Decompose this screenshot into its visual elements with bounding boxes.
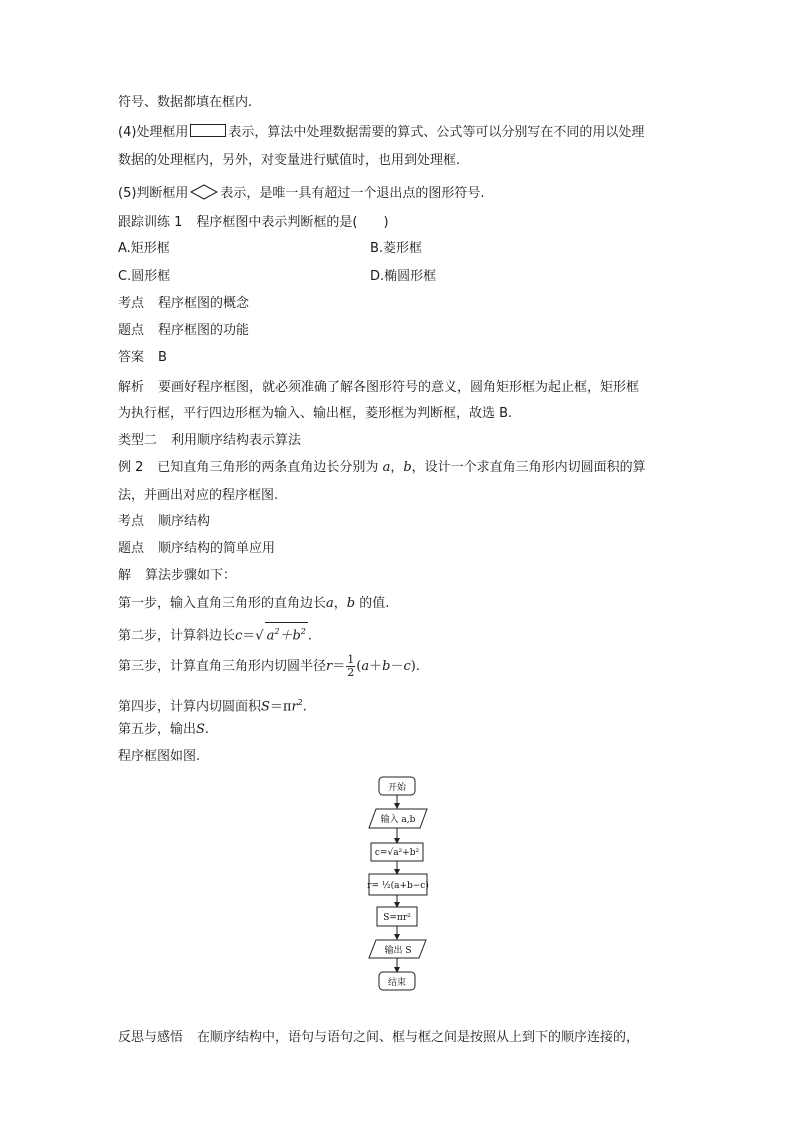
- example-cont: 法，并画出对应的程序框图.: [118, 488, 279, 503]
- step-2: 第二步，计算斜边长c＝√ $a^2+b^2$ .: [118, 622, 312, 645]
- option-b: B.菱形框: [370, 241, 423, 256]
- example-title: 例 2 已知直角三角形的两条直角边长分别为 a，b，设计一个求直角三角形内切圆面积的算: [118, 460, 646, 475]
- exercise-title: 跟踪训练 1 程序框图中表示判断框的是( ): [118, 215, 389, 230]
- step-5: 第五步，输出S.: [118, 722, 210, 737]
- step-6: 程序框图如图.: [118, 749, 201, 764]
- text-line: 数据的处理框内，另外，对变量进行赋值时，也用到处理框.: [118, 153, 461, 168]
- knowledge-point: 考点 程序框图的概念: [118, 296, 250, 311]
- step-3: 第三步，计算直角三角形内切圆半径r＝ $\frac{1}{2}$ (a＋b－c).: [118, 653, 420, 679]
- flow-r-label: r= ½(a+b−c): [367, 881, 429, 891]
- topic-point: 题点 程序框图的功能: [118, 323, 250, 338]
- flow-end-label: 结束: [387, 978, 407, 988]
- text-line: 符号、数据都填在框内.: [118, 95, 253, 110]
- flow-s-label: S=πr²: [383, 913, 411, 923]
- option-c: C.圆形框: [118, 269, 171, 284]
- answer: 答案 B: [118, 350, 167, 365]
- option-d: D.椭圆形框: [370, 269, 437, 284]
- flow-input-label: 输入 a,b: [380, 815, 416, 825]
- text-line: (4)处理框用 表示，算法中处理数据需要的算式、公式等可以分别写在不同的用以处理: [118, 125, 645, 140]
- knowledge-point: 考点 顺序结构: [118, 514, 211, 529]
- analysis-cont: 为执行框，平行四边形框为输入、输出框，菱形框为判断框，故选 B.: [118, 406, 513, 421]
- flow-start-label: 开始: [387, 783, 407, 793]
- option-a: A.矩形框: [118, 241, 170, 256]
- section-title: 类型二 利用顺序结构表示算法: [118, 433, 302, 448]
- step-1: 第一步，输入直角三角形的直角边长a，b 的值.: [118, 596, 390, 611]
- solution-head: 解 算法步骤如下：: [118, 568, 237, 583]
- reflection: 反思与感悟 在顺序结构中，语句与语句之间、框与框之间是按照从上到下的顺序连接的，: [118, 1030, 640, 1045]
- flow-output-label: 输出 S: [384, 946, 412, 956]
- flow-c-label: c=√a²+b²: [374, 848, 420, 858]
- text-line: (5)判断框用 表示，是唯一具有超过一个退出点的图形符号.: [118, 186, 485, 201]
- analysis: 解析 要画好程序框图，就必须准确了解各图形符号的意义，圆角矩形框为起止框，矩形框: [118, 380, 640, 395]
- topic-point: 题点 顺序结构的简单应用: [118, 541, 276, 556]
- step-4: 第四步，计算内切圆面积$S=\pi r^2$.: [118, 698, 307, 715]
